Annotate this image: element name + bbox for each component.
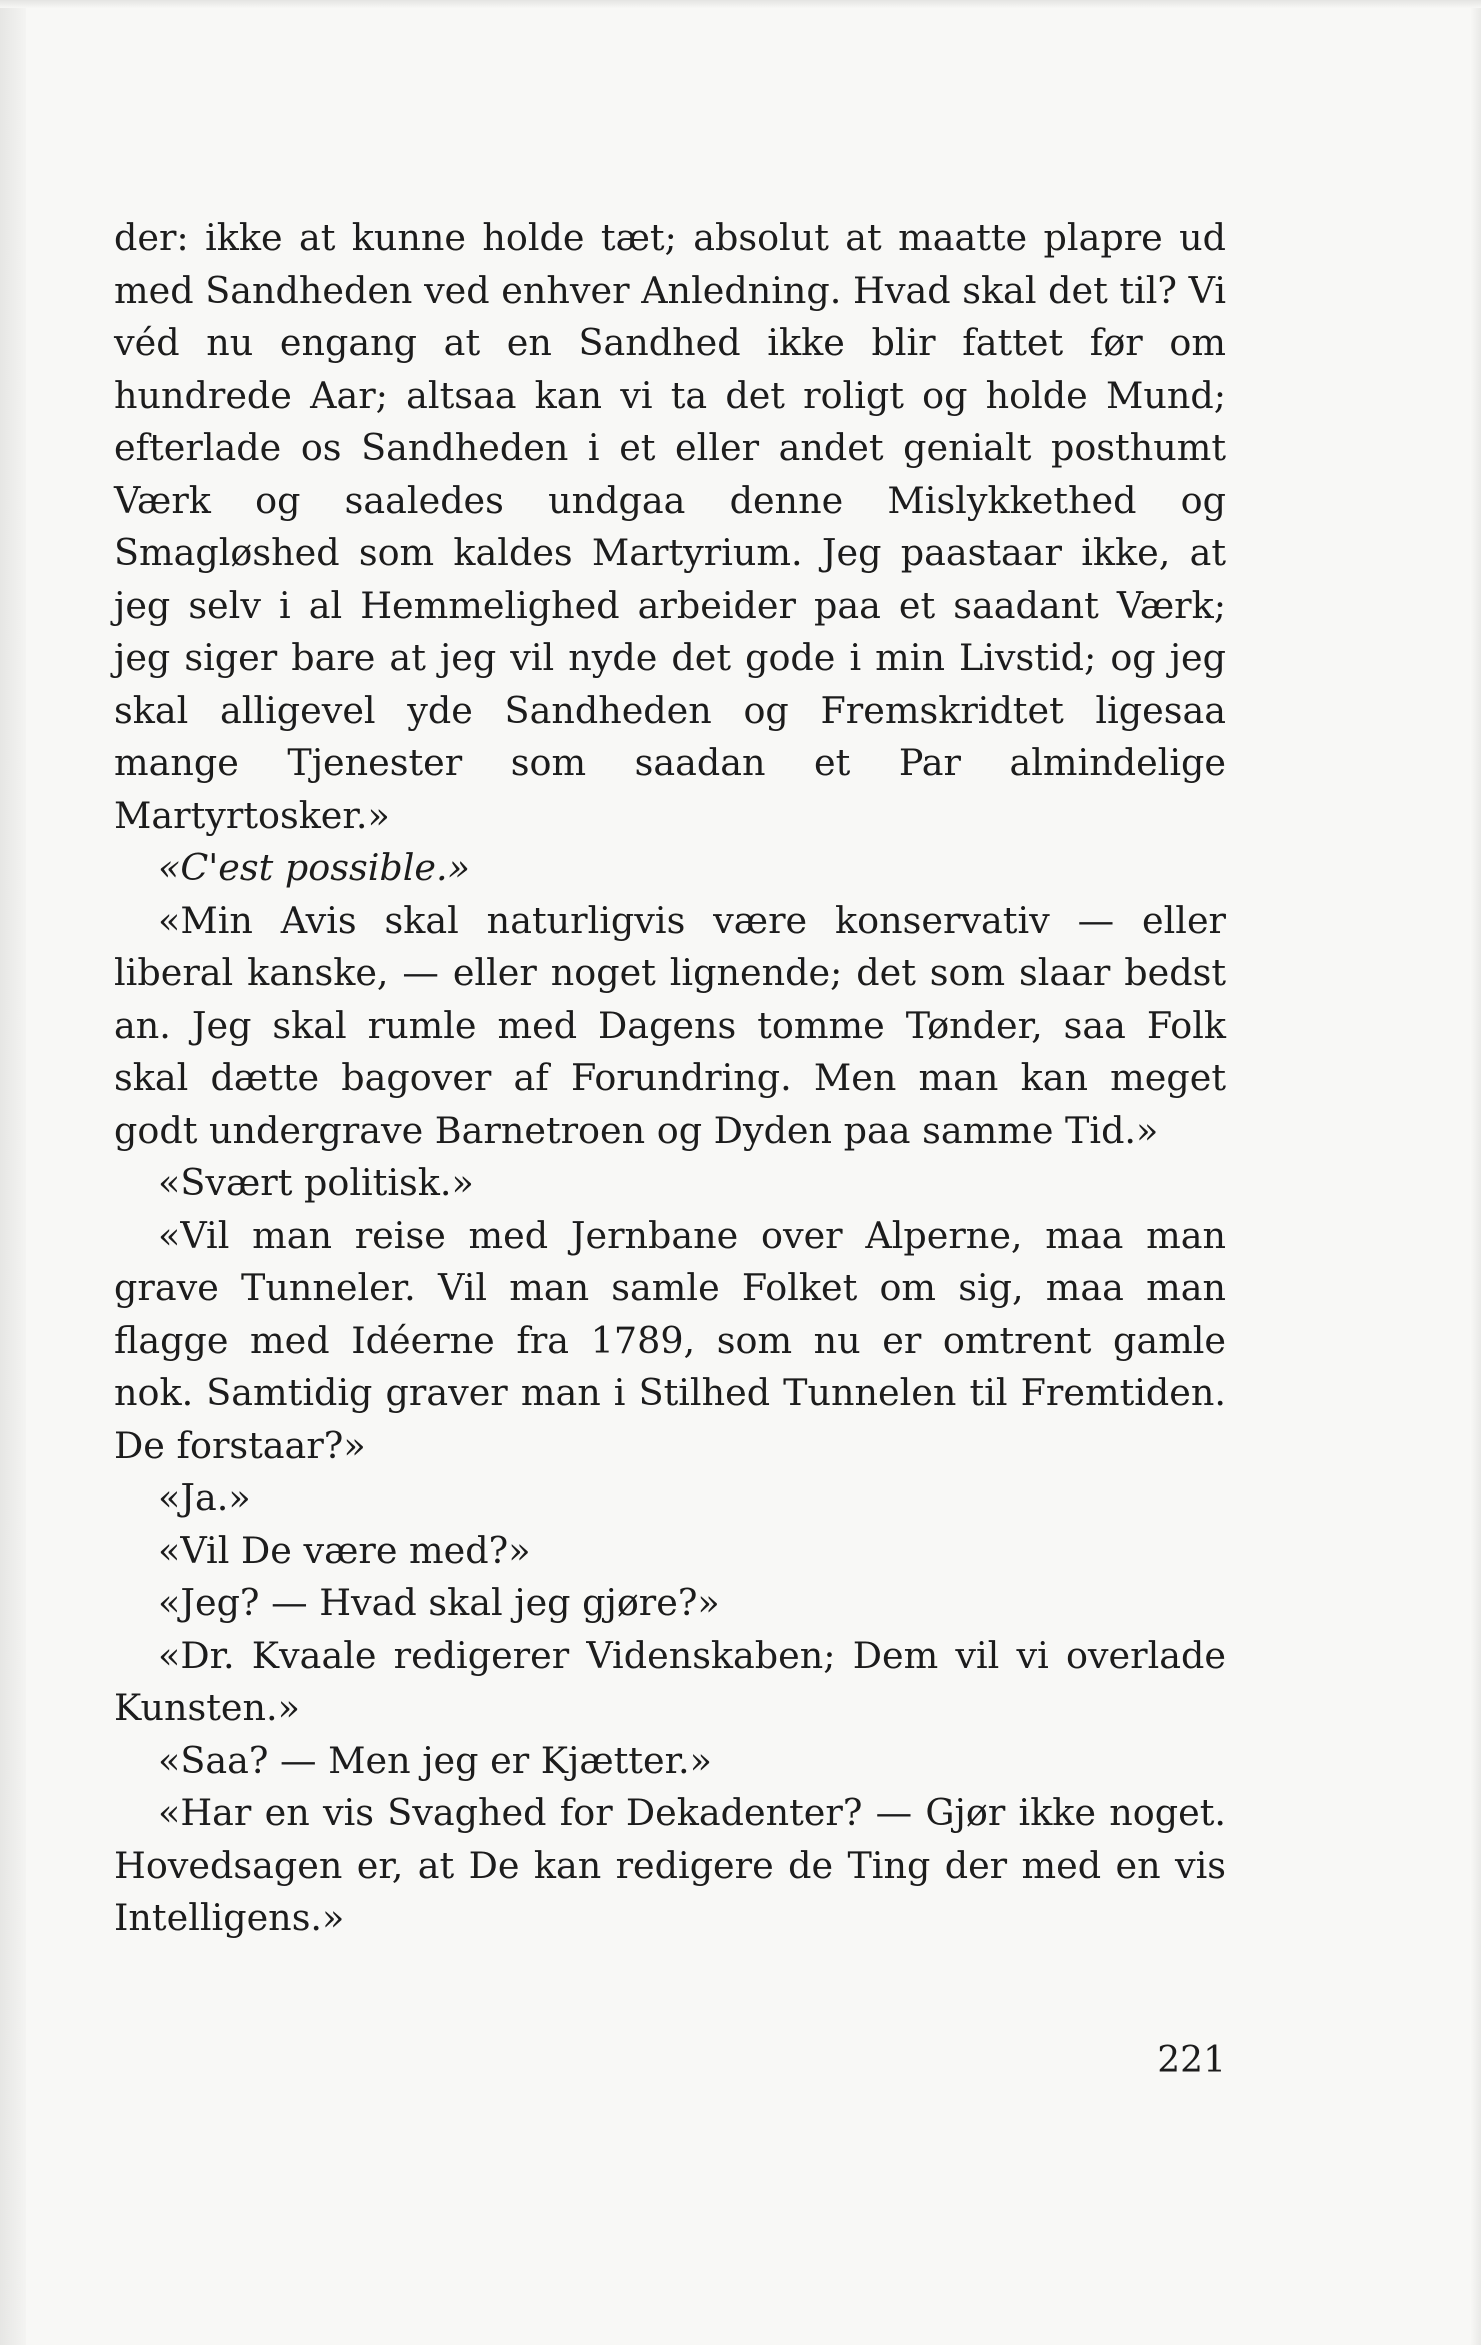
paragraph: «Har en vis Svaghed for Dekadenter? — Gjør ikke noget. Hovedsagen er, at De kan redigere de Ting der med en vis Intelligens.» xyxy=(114,1791,1226,1939)
paragraph: «Svært politisk.» xyxy=(158,1161,474,1204)
page-edge-shadow-right xyxy=(1471,0,1481,2345)
body-text xyxy=(114,212,1226,1945)
paragraph: «Dr. Kvaale redigerer Videnskaben; Dem vil vi overlade Kunsten.» xyxy=(114,1633,1226,1729)
paragraph: «Ja.» xyxy=(158,1476,251,1519)
paragraph: «Vil De være med?» xyxy=(158,1528,531,1572)
page-edge-shadow-top xyxy=(0,0,1481,8)
page-edge-shadow-left xyxy=(0,0,26,2345)
paragraph: der: ikke at kunne holde tæt; absolut at maatte plapre ud med Sandheden ved enhver Anledning. Hvad skal det til? Vi véd nu engang at en Sandhed ikke blir fattet før om hundrede Aar; altsaa kan vi ta det roligt og holde Mund; efterlade os Sandheden i et eller andet genialt posthumt Værk og saaledes undgaa denne Mislykkethed og Smagløshed som kaldes Martyrium. Jeg paastaar ikke, at jeg selv i al Hemmelighed arbeider paa et saadant Værk; jeg siger bare at jeg vil nyde det gode i min Livstid; og jeg skal alligevel yde Sandheden og Fremskridtet ligesaa mange Tjenester som saadan et Par almindelige Martyrtosker.» xyxy=(114,216,1226,837)
paragraph: «Min Avis skal naturligvis være konservativ — eller liberal kanske, — eller noget lignende; det som slaar bedst an. Jeg skal rumle med Dagens tomme Tønder, saa Folk skal dætte bagover af Forundring. Men man kan meget godt undergrave Barnetroen og Dyden paa samme Tid.» xyxy=(114,898,1226,1152)
page-number: 221 xyxy=(1157,2040,1226,2081)
paragraph: «C'est possible.» xyxy=(158,846,470,889)
paragraph: «Saa? — Men jeg er Kjætter.» xyxy=(158,1738,712,1782)
paragraph: «Vil man reise med Jernbane over Alperne, maa man grave Tunneler. Vil man samle Folket om sig, maa man flagge med Idéerne fra 1789, som nu er omtrent gamle nok. Samtidig graver man i Stilhed Tunnelen til Fremtiden. De forstaar?» xyxy=(114,1213,1226,1467)
paragraph: «Jeg? — Hvad skal jeg gjøre?» xyxy=(158,1581,720,1624)
